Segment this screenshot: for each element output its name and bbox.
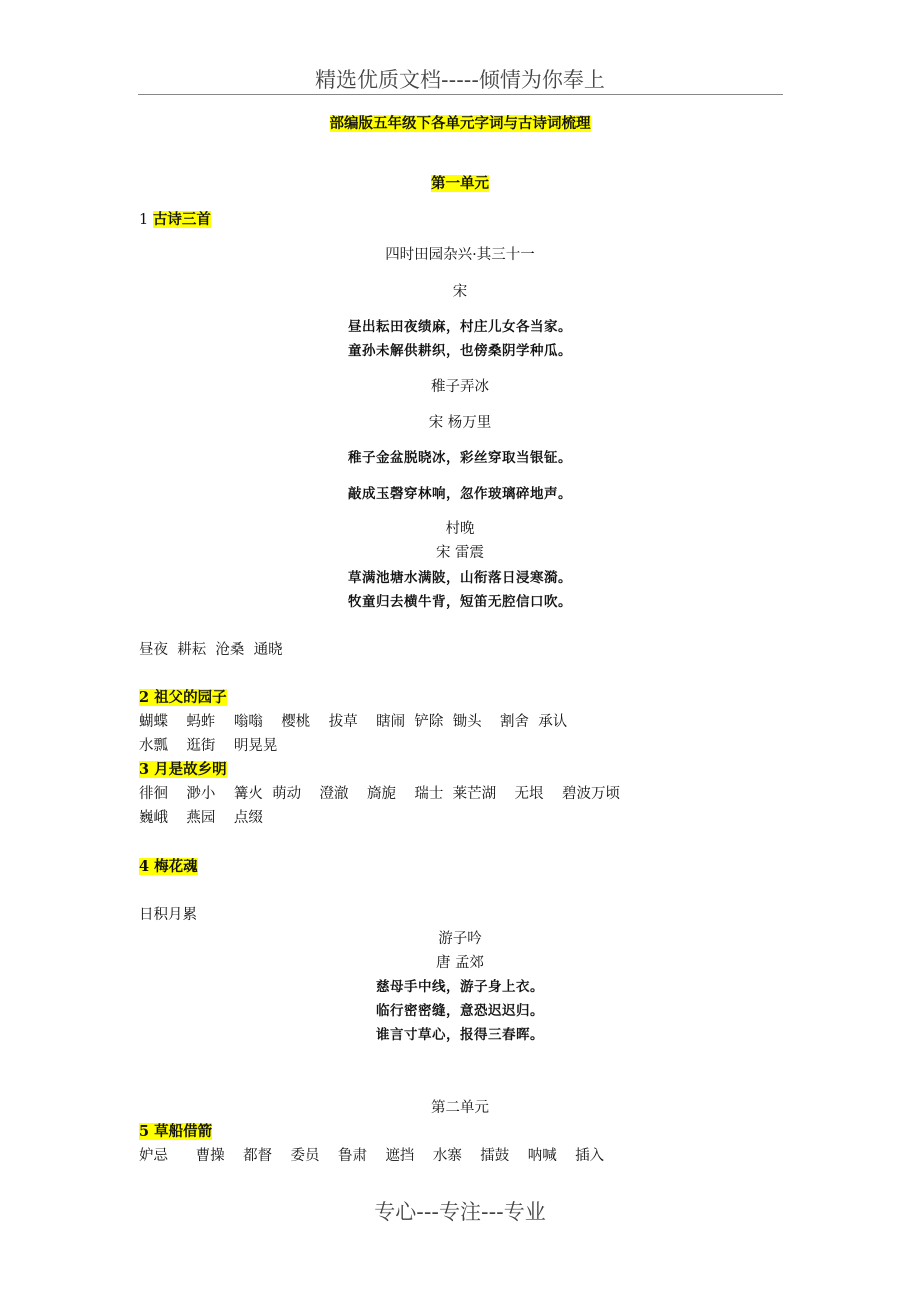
lesson5-heading-wrap	[139, 1122, 212, 1142]
lesson1-title: 古诗三首	[152, 211, 211, 228]
unit2-heading: 第二单元	[431, 1100, 489, 1116]
lesson4-title: 4 梅花魂	[139, 858, 198, 875]
poem3-author: 宋 雷震	[435, 545, 485, 561]
unit1-heading-wrap	[0, 174, 920, 194]
poem4-line-2: 临行密密缝，意恐迟迟归。	[376, 1003, 544, 1019]
lesson5-title: 5 草船借箭	[139, 1123, 213, 1140]
poem3-line-1: 草满池塘水满陂，山衔落日浸寒漪。	[348, 570, 572, 586]
lesson3-words-line-1: 徘徊 渺小 篝火 萌动 澄澈 旖旎 瑞士 莱芒湖 无垠 碧波万顷	[139, 786, 620, 802]
lesson1-heading	[139, 210, 211, 230]
poem2-line-1: 稚子金盆脱晓冰，彩丝穿取当银钲。	[348, 450, 572, 466]
poem1-author: 宋	[452, 284, 468, 300]
lesson3-title: 3 月是故乡明	[139, 761, 227, 778]
lesson1-words: 昼夜 耕耘 沧桑 通晓	[139, 642, 283, 658]
poem4-author: 唐 孟郊	[435, 955, 485, 971]
poem4-title: 游子吟	[438, 931, 482, 947]
poem2-author: 宋 杨万里	[428, 415, 492, 431]
lesson2-title: 2 祖父的园子	[139, 689, 227, 706]
poem1-line-1: 昼出耘田夜绩麻，村庄儿女各当家。	[348, 319, 572, 335]
poem2-title: 稚子弄冰	[431, 379, 489, 395]
document-title-wrap	[0, 114, 920, 134]
poem4-line-3: 谁言寸草心，报得三春晖。	[376, 1027, 544, 1043]
poem4-line-1: 慈母手中线，游子身上衣。	[376, 979, 544, 995]
lesson2-words-line-1: 蝴蝶 蚂蚱 嗡嗡 樱桃 拔草 瞎闹 铲除 锄头 割舍 承认	[139, 714, 568, 730]
lesson2-words-line-2: 水瓢 逛街 明晃晃	[139, 738, 278, 754]
page-header: 精选优质文档-----倾情为你奉上	[315, 68, 605, 92]
header-rule	[138, 94, 783, 95]
lesson3-words-line-2: 巍峨 燕园 点缀	[139, 810, 263, 826]
poem1-title: 四时田园杂兴·其三十一	[385, 247, 535, 263]
poem3-line-2: 牧童归去横牛背，短笛无腔信口吹。	[348, 594, 572, 610]
document-title: 部编版五年级下各单元字词与古诗词梳理	[329, 115, 591, 132]
unit1-heading: 第一单元	[431, 175, 489, 192]
lesson5-words: 妒忌 曹操 都督 委员 鲁肃 遮挡 水寨 擂鼓 呐喊 插入	[139, 1148, 605, 1164]
lesson4-heading-wrap	[139, 857, 198, 877]
poem3-title: 村晚	[445, 521, 475, 537]
lesson4-words: 日积月累	[139, 907, 197, 923]
lesson1-number: 1	[139, 212, 149, 228]
lesson2-heading-wrap	[139, 688, 227, 708]
page-footer: 专心---专注---专业	[374, 1200, 546, 1224]
poem2-line-2: 敲成玉磬穿林响，忽作玻璃碎地声。	[348, 486, 572, 502]
lesson3-heading-wrap	[139, 760, 227, 780]
poem1-line-2: 童孙未解供耕织，也傍桑阴学种瓜。	[348, 343, 572, 359]
